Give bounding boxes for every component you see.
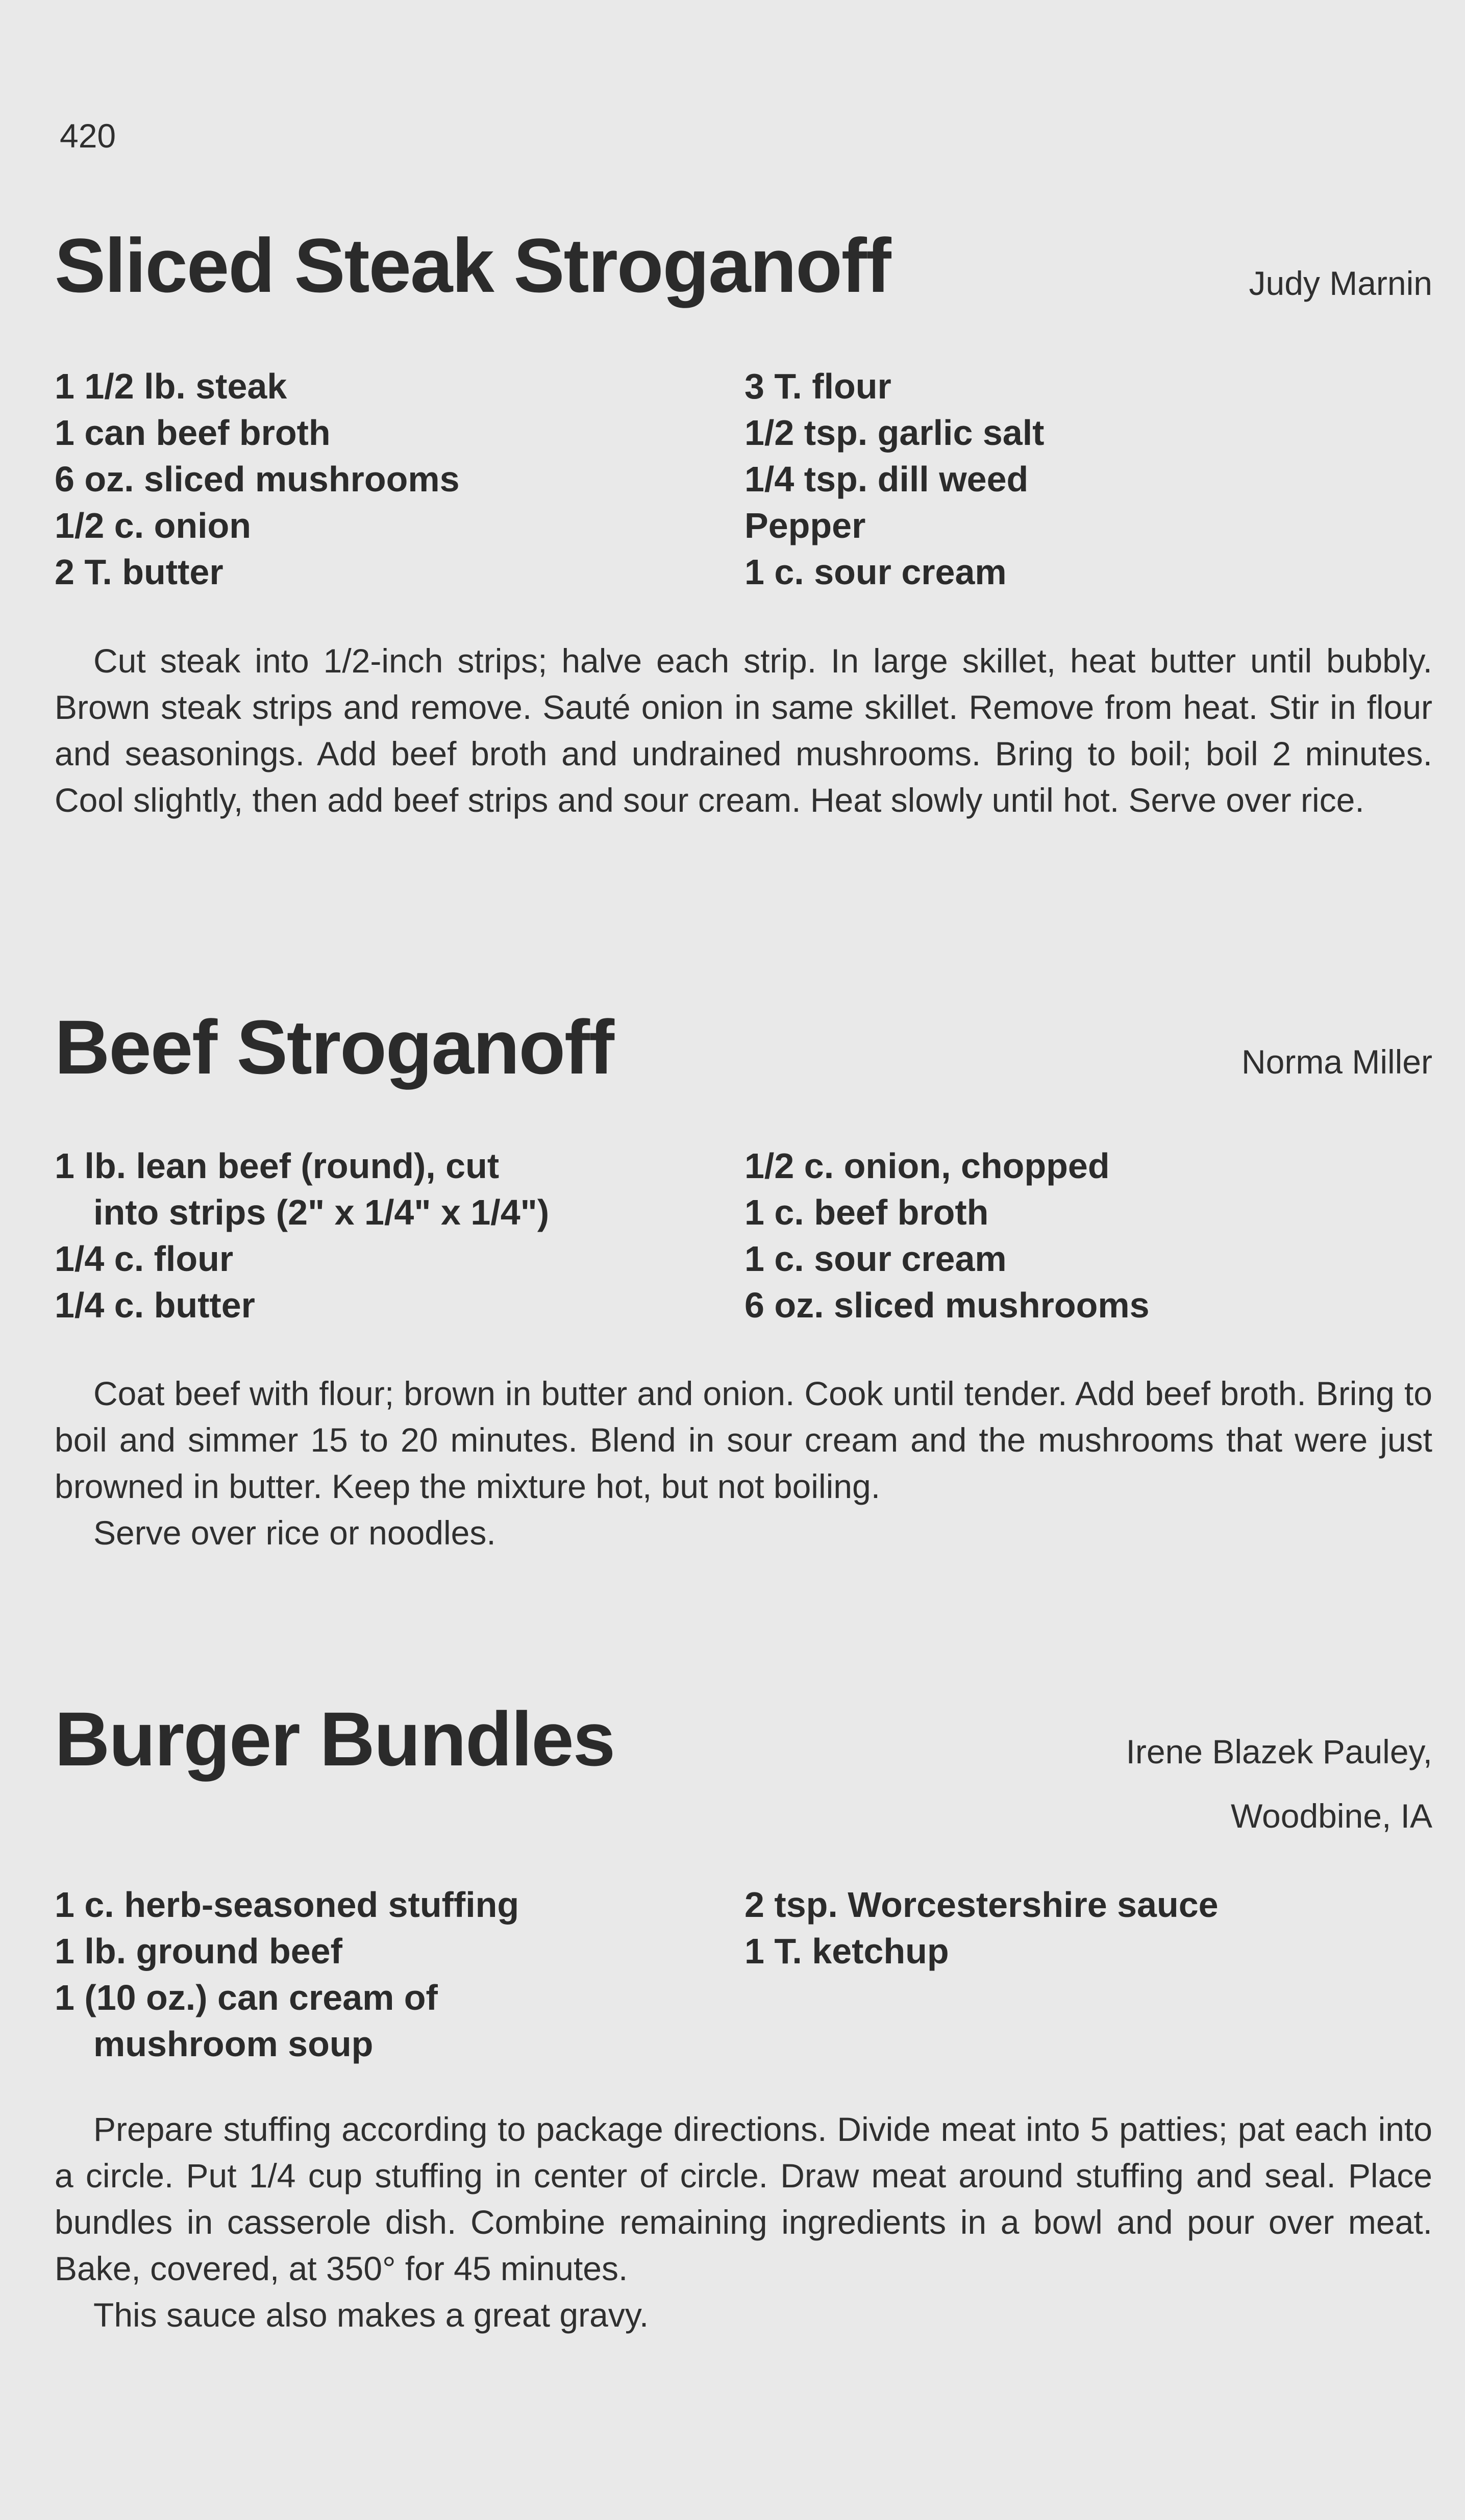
ingredient: 2 tsp. Worcestershire sauce: [744, 1885, 1219, 1925]
directions-paragraph: Prepare stuffing according to package directions. Divide meat into 5 patties; pat each into a circle. Put 1/4 cup stuffing in center of circle. Draw meat around stuffing and seal. Place bundles in casserole dish. Combine remaining ingredients in a bowl and pour over meat. Bake, covered, at 350° for 45 minutes.: [55, 2110, 1432, 2287]
ingredient: 1 c. herb-seasoned stuffing: [55, 1885, 519, 1925]
ingredient: 1/4 tsp. dill weed: [744, 459, 1029, 499]
author-line: Woodbine, IA: [1230, 1797, 1432, 1835]
directions-paragraph: Serve over rice or noodles.: [93, 1514, 496, 1552]
author-line: Irene Blazek Pauley,: [1126, 1733, 1432, 1770]
recipe-directions: [55, 2106, 1432, 2338]
recipe-author: [1126, 1719, 1432, 1848]
ingredient: 1 T. ketchup: [744, 1931, 949, 1971]
ingredient: 1 c. beef broth: [744, 1192, 989, 1232]
directions-paragraph: Coat beef with flour; brown in butter and onion. Cook until tender. Add beef broth. Bring to boil and simmer 15 to 20 minutes. Blend in sour cream and the mushrooms that were just browned in butter. Keep the mixture hot, but not boiling.: [55, 1375, 1432, 1505]
ingredient: 1 lb. lean beef (round), cut into strips (2" x 1/4" x 1/4"): [55, 1146, 550, 1232]
recipe-directions: [55, 1370, 1432, 1556]
recipe-author: [1241, 1030, 1432, 1094]
ingredient: 3 T. flour: [744, 366, 891, 406]
ingredient: 1/2 c. onion: [55, 506, 252, 545]
ingredient: 1/2 tsp. garlic salt: [744, 413, 1045, 453]
recipe-author: [1249, 251, 1433, 315]
ingredient: 2 T. butter: [55, 552, 224, 592]
ingredient: 6 oz. sliced mushrooms: [55, 459, 460, 499]
recipe-title: Sliced Steak Stroganoff: [55, 222, 890, 308]
ingredient: 1/4 c. butter: [55, 1285, 255, 1325]
ingredient: 1 can beef broth: [55, 413, 331, 453]
ingredients-left-column: [55, 1143, 733, 1329]
author-line: Judy Marnin: [1249, 264, 1432, 302]
directions-paragraph: Cut steak into 1/2-inch strips; halve each strip. In large skillet, heat butter until bubbly. Brown steak strips and remove. Sauté onion in same skillet. Remove from heat. Stir in flour and seasonings. Add beef broth and undrained mushrooms. Bring to boil; boil 2 minutes. Cool slightly, then add beef strips and sour cream. Heat slowly until hot. Serve over rice.: [55, 642, 1432, 819]
author-line: Norma Miller: [1241, 1043, 1432, 1081]
ingredients-right-column: [744, 363, 1408, 595]
ingredient: 1 lb. ground beef: [55, 1931, 342, 1971]
ingredient: 1/4 c. flour: [55, 1239, 234, 1279]
ingredients-right-column: [744, 1882, 1408, 1975]
recipe-title: Beef Stroganoff: [55, 1004, 613, 1090]
ingredients-left-column: [55, 1882, 733, 2067]
ingredient: 1 1/2 lb. steak: [55, 366, 287, 406]
ingredient: 6 oz. sliced mushrooms: [744, 1285, 1150, 1325]
page-number: 420: [60, 117, 116, 155]
ingredients-right-column: [744, 1143, 1408, 1329]
ingredients-left-column: [55, 363, 733, 595]
recipe-directions: [55, 638, 1432, 824]
ingredient: 1 c. sour cream: [744, 1239, 1007, 1279]
ingredient: Pepper: [744, 506, 866, 545]
ingredient: 1/2 c. onion, chopped: [744, 1146, 1110, 1186]
directions-paragraph: This sauce also makes a great gravy.: [93, 2296, 649, 2334]
ingredient: 1 c. sour cream: [744, 552, 1007, 592]
ingredient: 1 (10 oz.) can cream of mushroom soup: [55, 1978, 438, 2064]
recipe-title: Burger Bundles: [55, 1696, 615, 1782]
